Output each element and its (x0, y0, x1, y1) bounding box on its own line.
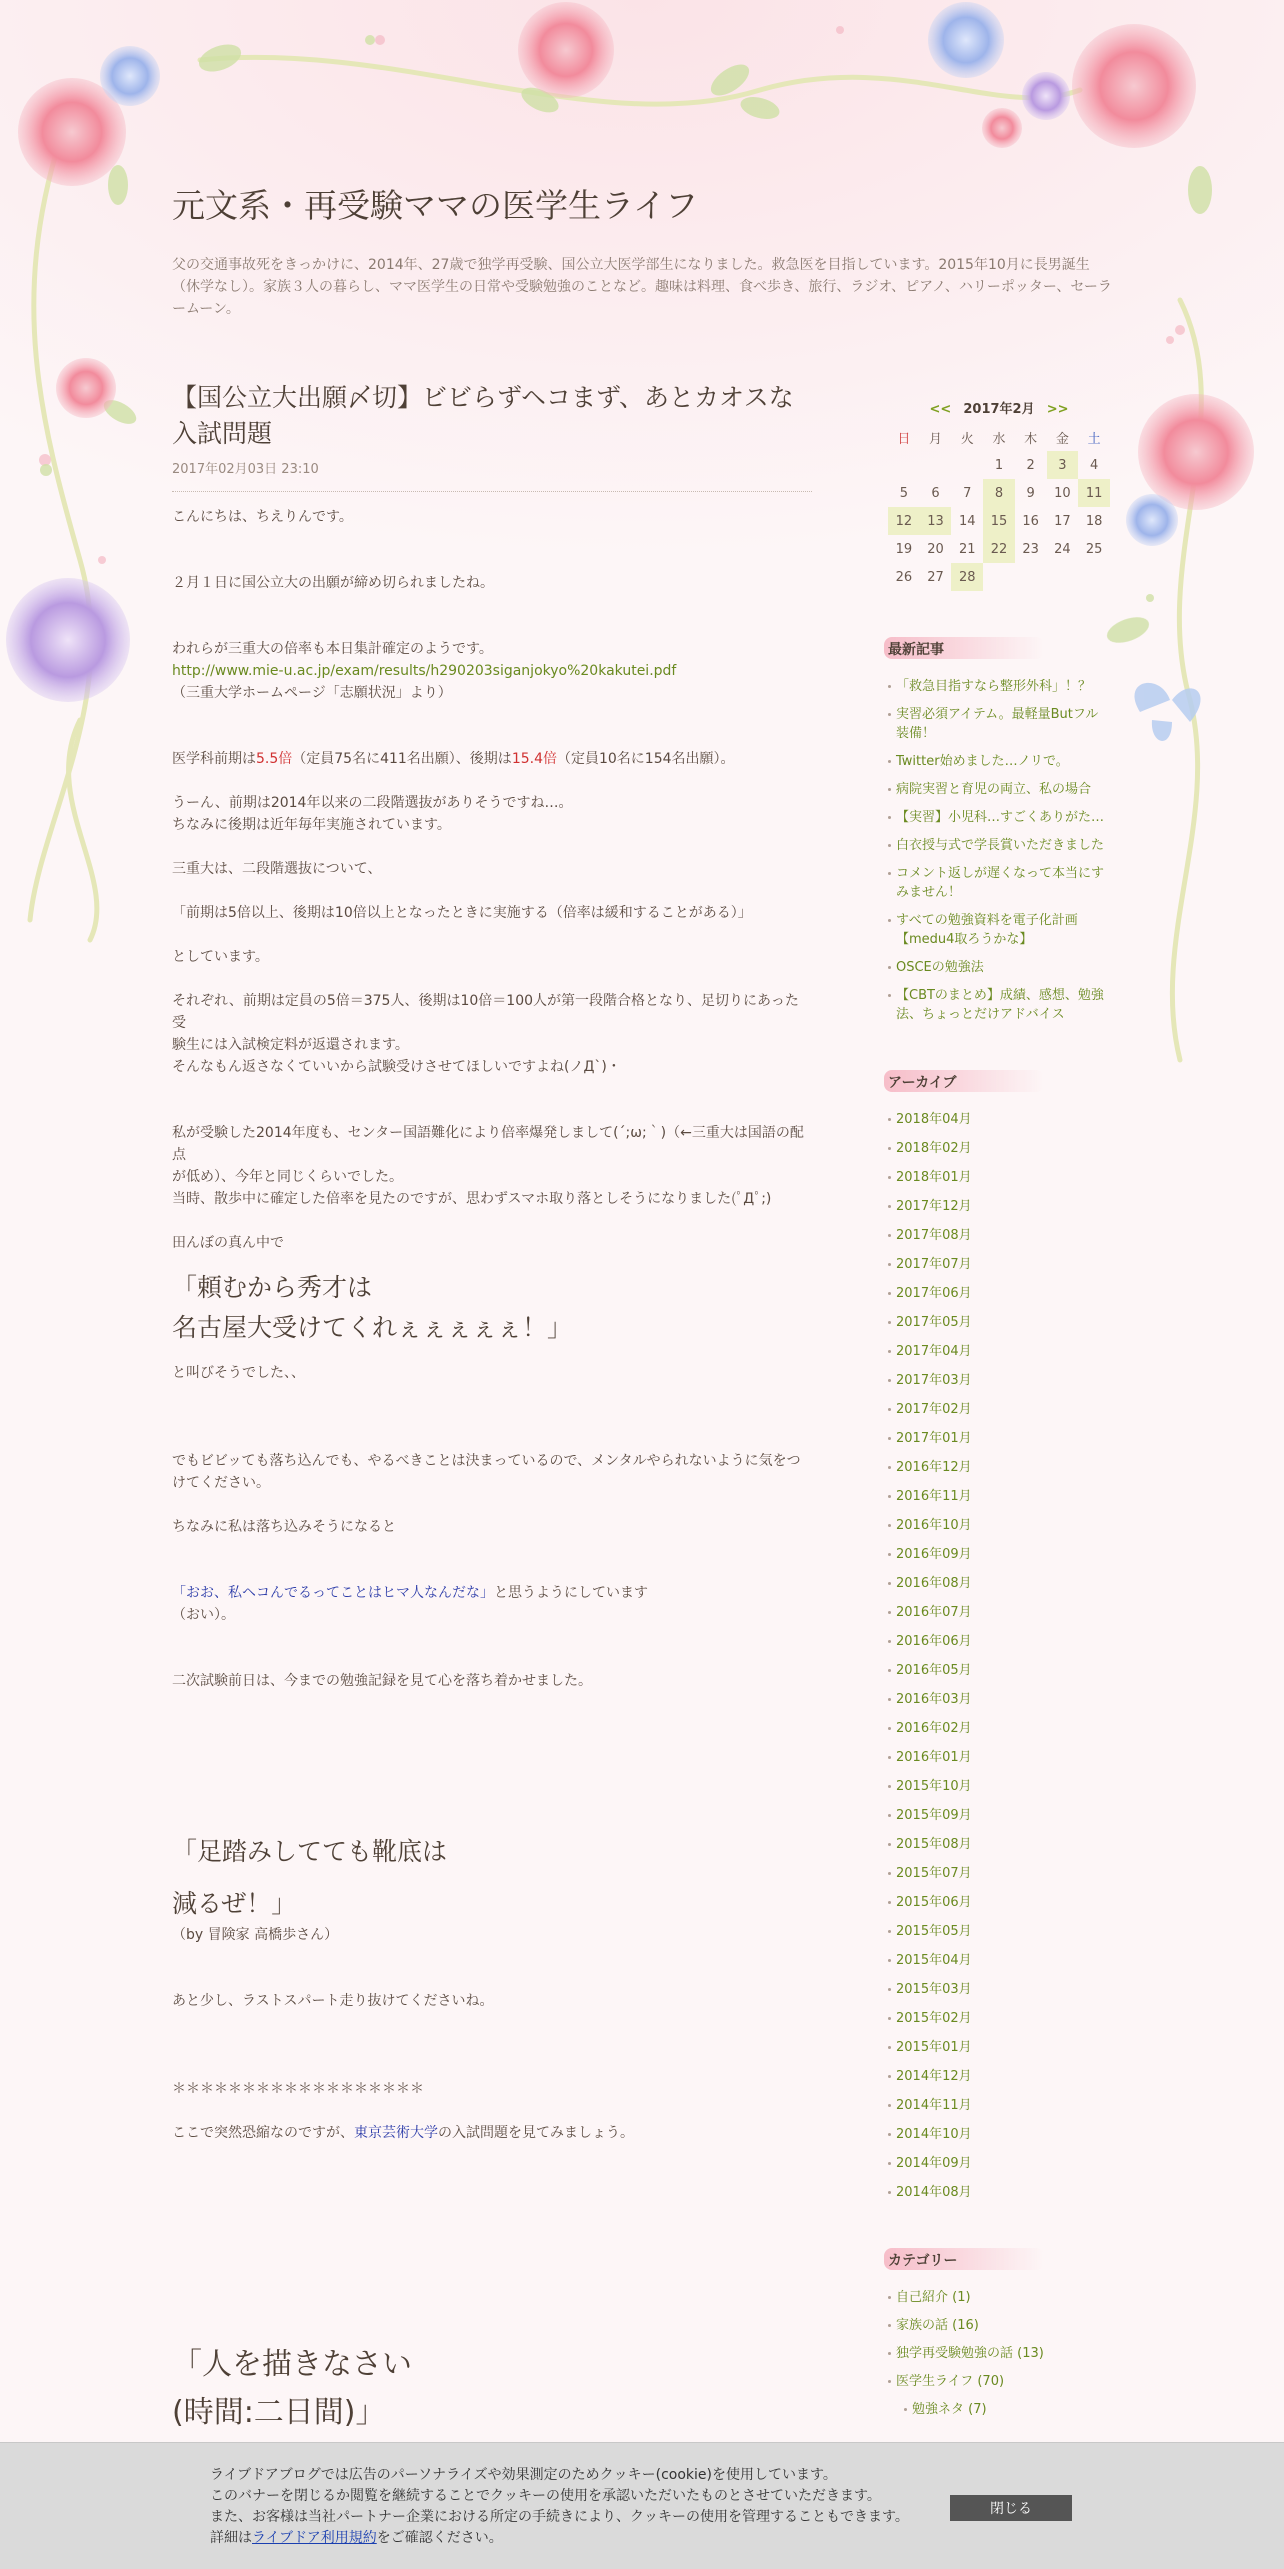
calendar-empty-cell (951, 451, 983, 479)
calendar-day[interactable]: 3 (1047, 451, 1079, 479)
archive-month-link[interactable]: 2015年04月 (888, 1951, 1110, 1970)
calendar-day: 1 (994, 457, 1004, 473)
calendar-day: 26 (895, 569, 913, 585)
archive-month-link[interactable]: 2015年08月 (888, 1835, 1110, 1854)
category-link[interactable]: 自己紹介 (1) (888, 2288, 1110, 2307)
calendar-day: 18 (1085, 513, 1103, 529)
archive-month-link[interactable]: 2016年12月 (888, 1458, 1110, 1477)
big-quote: (時間:二日間)」 (172, 2395, 386, 2430)
calendar-weekday: 水 (992, 431, 1006, 447)
paragraph: 三重大は、二段階選抜について、 (172, 861, 382, 877)
cookie-close-button[interactable]: 閉じる (950, 2495, 1072, 2521)
front-ratio: 5.5倍 (256, 751, 293, 767)
cookie-banner (0, 2442, 1284, 2569)
calendar-weekday: 金 (1055, 431, 1069, 447)
calendar-day: 20 (927, 541, 944, 557)
calendar-prev-link[interactable]: << (929, 402, 952, 417)
archive-month-link[interactable]: 2018年04月 (888, 1110, 1110, 1129)
calendar-weekday: 月 (929, 431, 943, 447)
cookie-notice: ライブドアブログでは広告のパーソナライズや効果測定のためクッキー(cookie)を使用しています。 このバナーを閉じるか閲覧を継続することでクッキーの使用を承認いただいたものとさせていただきます。 また、お客様は当社パートナー企業における所定の手続きにより、クッキーの使用を管理することもできます。 詳細はライブドア利用規約をご確認ください。 (210, 2467, 909, 2546)
post-body (172, 506, 812, 2436)
calendar-next-link[interactable]: >> (1046, 402, 1069, 417)
archive-month-link[interactable]: 2017年08月 (888, 1226, 1110, 1245)
archive-month-link[interactable]: 2016年11月 (888, 1487, 1110, 1506)
archive-month-link[interactable]: 2016年06月 (888, 1632, 1110, 1651)
archive-month-link[interactable]: 2018年02月 (888, 1139, 1110, 1158)
paragraph: けてください。 (172, 1475, 270, 1491)
paragraph: 当時、散歩中に確定した倍率を見たのですが、思わずスマホ取り落としそうになりました(ﾟДﾟ;) (172, 1191, 772, 1207)
subcategory-link[interactable]: 勉強ネタ (7) (904, 2400, 1110, 2419)
big-quote: 「頼むから秀才は (172, 1273, 373, 1302)
paragraph: そんなもん返さなくていいから試験受けさせてほしいですよね(ノД`)・ (172, 1059, 621, 1075)
archive-list (888, 1110, 1110, 2202)
archive-month-link[interactable]: 2015年06月 (888, 1893, 1110, 1912)
big-quote: 「人を描きなさい (172, 2347, 412, 2382)
calendar-empty-cell (983, 563, 1015, 591)
recent-posts-section (888, 633, 1110, 1024)
archive-month-link[interactable]: 2015年10月 (888, 1777, 1110, 1796)
post-date: 2017年02月03日 23:10 (172, 458, 812, 492)
sidebar (888, 380, 1110, 2428)
category-link[interactable]: 家族の話 (16) (888, 2316, 1110, 2335)
calendar-day: 6 (931, 485, 940, 501)
back-ratio: 15.4倍 (511, 751, 557, 767)
calendar-day: 21 (958, 541, 976, 557)
recent-post-link[interactable]: 病院実習と育児の両立、私の場合 (888, 780, 1110, 799)
archive-month-link[interactable]: 2014年08月 (888, 2183, 1110, 2202)
archive-month-link[interactable]: 2014年12月 (888, 2067, 1110, 2086)
paragraph: 私が受験した2014年度も、センター国語難化により倍率爆発しまして(´;ω;｀)（←三重大は国語の配点 (172, 1125, 804, 1163)
recent-post-link[interactable]: Twitter始めました…ノリで。 (888, 752, 1110, 771)
archive-month-link[interactable]: 2016年07月 (888, 1603, 1110, 1622)
recent-post-link[interactable]: 白衣授与式で学長賞いただきました (888, 836, 1110, 855)
site-title[interactable]: 元文系・再受験ママの医学生ライフ (172, 186, 699, 225)
archive-month-link[interactable]: 2014年09月 (888, 2154, 1110, 2173)
category-list (888, 2288, 1110, 2419)
calendar-day: 16 (1022, 513, 1039, 529)
calendar-day: 24 (1054, 541, 1071, 557)
calendar-day[interactable]: 15 (983, 507, 1015, 535)
calendar (888, 423, 1110, 591)
archive-month-link[interactable]: 2018年01月 (888, 1168, 1110, 1187)
archive-month-link[interactable]: 2015年09月 (888, 1806, 1110, 1825)
paragraph: ちなみに後期は近年毎年実施されています。 (172, 817, 451, 833)
calendar-weekday: 土 (1087, 431, 1101, 447)
separator-stars: ＊＊＊＊＊＊＊＊＊＊＊＊＊＊＊＊＊＊ (172, 2081, 424, 2097)
archive-month-link[interactable]: 2015年05月 (888, 1922, 1110, 1941)
calendar-day[interactable]: 22 (983, 535, 1015, 563)
archive-month-link[interactable]: 2016年01月 (888, 1748, 1110, 1767)
calendar-day[interactable]: 13 (920, 507, 952, 535)
recent-post-link[interactable]: すべての勉強資料を電子化計画【medu4取ろうかな】 (888, 911, 1110, 949)
calendar-day: 9 (1026, 485, 1035, 501)
paragraph: うーん、前期は2014年以来の二段階選抜がありそうですね…。 (172, 795, 573, 811)
paragraph: ここで突然恐縮なのですが、東京芸術大学の入試問題を見てみましょう。 (172, 2125, 634, 2141)
category-link[interactable]: 医学生ライフ (70) (888, 2372, 1110, 2391)
quote-attribution: （by 冒険家 高橋歩さん） (172, 1927, 339, 1943)
archive-month-link[interactable]: 2017年02月 (888, 1400, 1110, 1419)
calendar-day: 25 (1085, 541, 1103, 557)
calendar-day[interactable]: 28 (951, 563, 983, 591)
calendar-header (888, 398, 1110, 417)
paragraph: でもビビッても落ち込んでも、やるべきことは決まっているので、メンタルやられないように気をつ (172, 1453, 801, 1469)
paragraph: それぞれ、前期は定員の5倍＝375人、後期は10倍＝100人が第一段階合格となり、足切りにあった受 (172, 993, 799, 1031)
calendar-weekday: 火 (960, 431, 974, 447)
big-quote: 「足踏みしてても靴底は (172, 1837, 448, 1866)
calendar-day: 2 (1026, 457, 1035, 473)
calendar-day: 19 (895, 541, 913, 557)
paragraph: としています。 (172, 949, 269, 965)
calendar-day: 4 (1089, 457, 1099, 473)
paragraph: と叫びそうでした、、 (172, 1365, 305, 1381)
calendar-day: 7 (963, 485, 972, 501)
archive-month-link[interactable]: 2017年01月 (888, 1429, 1110, 1448)
calendar-month: 2017年2月 (963, 402, 1035, 417)
big-quote: 名古屋大受けてくれぇぇぇぇぇ！」 (172, 1313, 573, 1342)
archive-month-link[interactable]: 2016年10月 (888, 1516, 1110, 1535)
category-heading: カテゴリー (888, 2244, 1110, 2276)
archive-month-link[interactable]: 2016年05月 (888, 1661, 1110, 1680)
recent-post-link[interactable]: 「救急目指すなら整形外科」！？ (888, 677, 1110, 696)
paragraph: 「前期は5倍以上、後期は10倍以上となったときに実施する（倍率は緩和することがある）」 (172, 905, 752, 921)
category-link[interactable]: 独学再受験勉強の話 (13) (888, 2344, 1110, 2363)
recent-post-link[interactable]: OSCEの勉強法 (888, 958, 1110, 977)
calendar-empty-cell (920, 451, 952, 479)
paragraph: 田んぼの真ん中で (172, 1235, 284, 1251)
archive-month-link[interactable]: 2014年10月 (888, 2125, 1110, 2144)
recent-posts-list (888, 677, 1110, 1024)
calendar-empty-cell (1078, 563, 1110, 591)
archive-month-link[interactable]: 2016年09月 (888, 1545, 1110, 1564)
archive-month-link[interactable]: 2017年06月 (888, 1284, 1110, 1303)
calendar-day: 14 (958, 513, 976, 529)
calendar-empty-cell (1047, 563, 1079, 591)
archive-month-link[interactable]: 2015年02月 (888, 2009, 1110, 2028)
ratio-paragraph: 医学科前期は5.5倍（定員75名に411名出願）、後期は15.4倍（定員10名に154名出願）。 (172, 751, 735, 767)
recent-posts-heading: 最新記事 (888, 633, 1110, 665)
calendar-day: 27 (927, 569, 944, 585)
big-quote: 減るぜ！」 (172, 1889, 297, 1918)
paragraph: こんにちは、ちえりんです。 (172, 509, 353, 525)
site-description: 父の交通事故死をきっかけに、2014年、27歳で独学再受験、国公立大医学部生になりました。救急医を目指しています。2015年10月に長男誕生（休学なし）。家族３人の暮らし、ママ医学生の日常や受験勉強のことなど。趣味は料理、食べ歩き、旅行、ラジオ、ピアノ、ハリーポッター、セーラームーン。 (172, 257, 1112, 317)
archive-month-link[interactable]: 2017年12月 (888, 1197, 1110, 1216)
calendar-day: 10 (1054, 485, 1071, 501)
paragraph: （三重大学ホームページ「志願状況」より） (172, 685, 452, 701)
calendar-day: 23 (1022, 541, 1039, 557)
archive-month-link[interactable]: 2017年07月 (888, 1255, 1110, 1274)
recent-post-link[interactable]: 実習必須アイテム。最軽量Butフル装備！ (888, 705, 1110, 743)
paragraph: が低め）、今年と同じくらいでした。 (172, 1169, 403, 1185)
archive-month-link[interactable]: 2016年02月 (888, 1719, 1110, 1738)
calendar-empty-cell (888, 451, 920, 479)
paragraph: ２月１日に国公立大の出願が締め切られましたね。 (172, 575, 494, 591)
archive-section (888, 1066, 1110, 2202)
category-section (888, 2244, 1110, 2419)
calendar-day[interactable]: 11 (1078, 479, 1110, 507)
archive-month-link[interactable]: 2017年04月 (888, 1342, 1110, 1361)
terms-link[interactable]: ライブドア利用規約 (252, 2530, 377, 2546)
blue-emphasis: 「おお、私ヘコんでるってことはヒマ人なんだな」 (172, 1585, 494, 1601)
calendar-day[interactable]: 8 (983, 479, 1015, 507)
archive-month-link[interactable]: 2015年03月 (888, 1980, 1110, 1999)
geidai-link[interactable]: 東京芸術大学 (354, 2125, 438, 2141)
paragraph: ちなみに私は落ち込みそうになると (172, 1519, 396, 1535)
recent-post-link[interactable]: 【実習】小児科…すごくありがた… (888, 808, 1110, 827)
paragraph: 二次試験前日は、今までの勉強記録を見て心を落ち着かせました。 (172, 1673, 592, 1689)
paragraph: 「おお、私ヘコんでるってことはヒマ人なんだな」と思うようにしています (172, 1585, 648, 1601)
paragraph: 験生には入試検定料が返還されます。 (172, 1037, 409, 1053)
archive-month-link[interactable]: 2016年03月 (888, 1690, 1110, 1709)
archive-month-link[interactable]: 2017年05月 (888, 1313, 1110, 1332)
calendar-weekday: 日 (897, 431, 911, 447)
calendar-day: 17 (1054, 513, 1071, 529)
paragraph: （おい）。 (172, 1607, 235, 1623)
calendar-weekday: 木 (1024, 431, 1038, 447)
archive-month-link[interactable]: 2014年11月 (888, 2096, 1110, 2115)
post-title[interactable]: 【国公立大出願〆切】ビビらずヘコまず、あとカオスな入試問題 (172, 383, 794, 448)
recent-post-link[interactable]: 【CBTのまとめ】成績、感想、勉強法、ちょっとだけアドバイス (888, 986, 1110, 1024)
calendar-day: 5 (899, 485, 908, 501)
archive-month-link[interactable]: 2017年03月 (888, 1371, 1110, 1390)
paragraph: われらが三重大の倍率も本日集計確定のようです。 (172, 641, 493, 657)
mie-results-link[interactable]: http://www.mie-u.ac.jp/exam/results/h290203siganjokyo%20kakutei.pdf (172, 663, 677, 679)
archive-month-link[interactable]: 2015年07月 (888, 1864, 1110, 1883)
calendar-empty-cell (1015, 563, 1047, 591)
archive-heading: アーカイブ (888, 1066, 1110, 1098)
archive-month-link[interactable]: 2016年08月 (888, 1574, 1110, 1593)
paragraph: あと少し、ラストスパート走り抜けてくださいね。 (172, 1993, 494, 2009)
archive-month-link[interactable]: 2015年01月 (888, 2038, 1110, 2057)
article (172, 380, 812, 2436)
recent-post-link[interactable]: コメント返しが遅くなって本当にすみません！ (888, 864, 1110, 902)
calendar-day[interactable]: 12 (888, 507, 920, 535)
